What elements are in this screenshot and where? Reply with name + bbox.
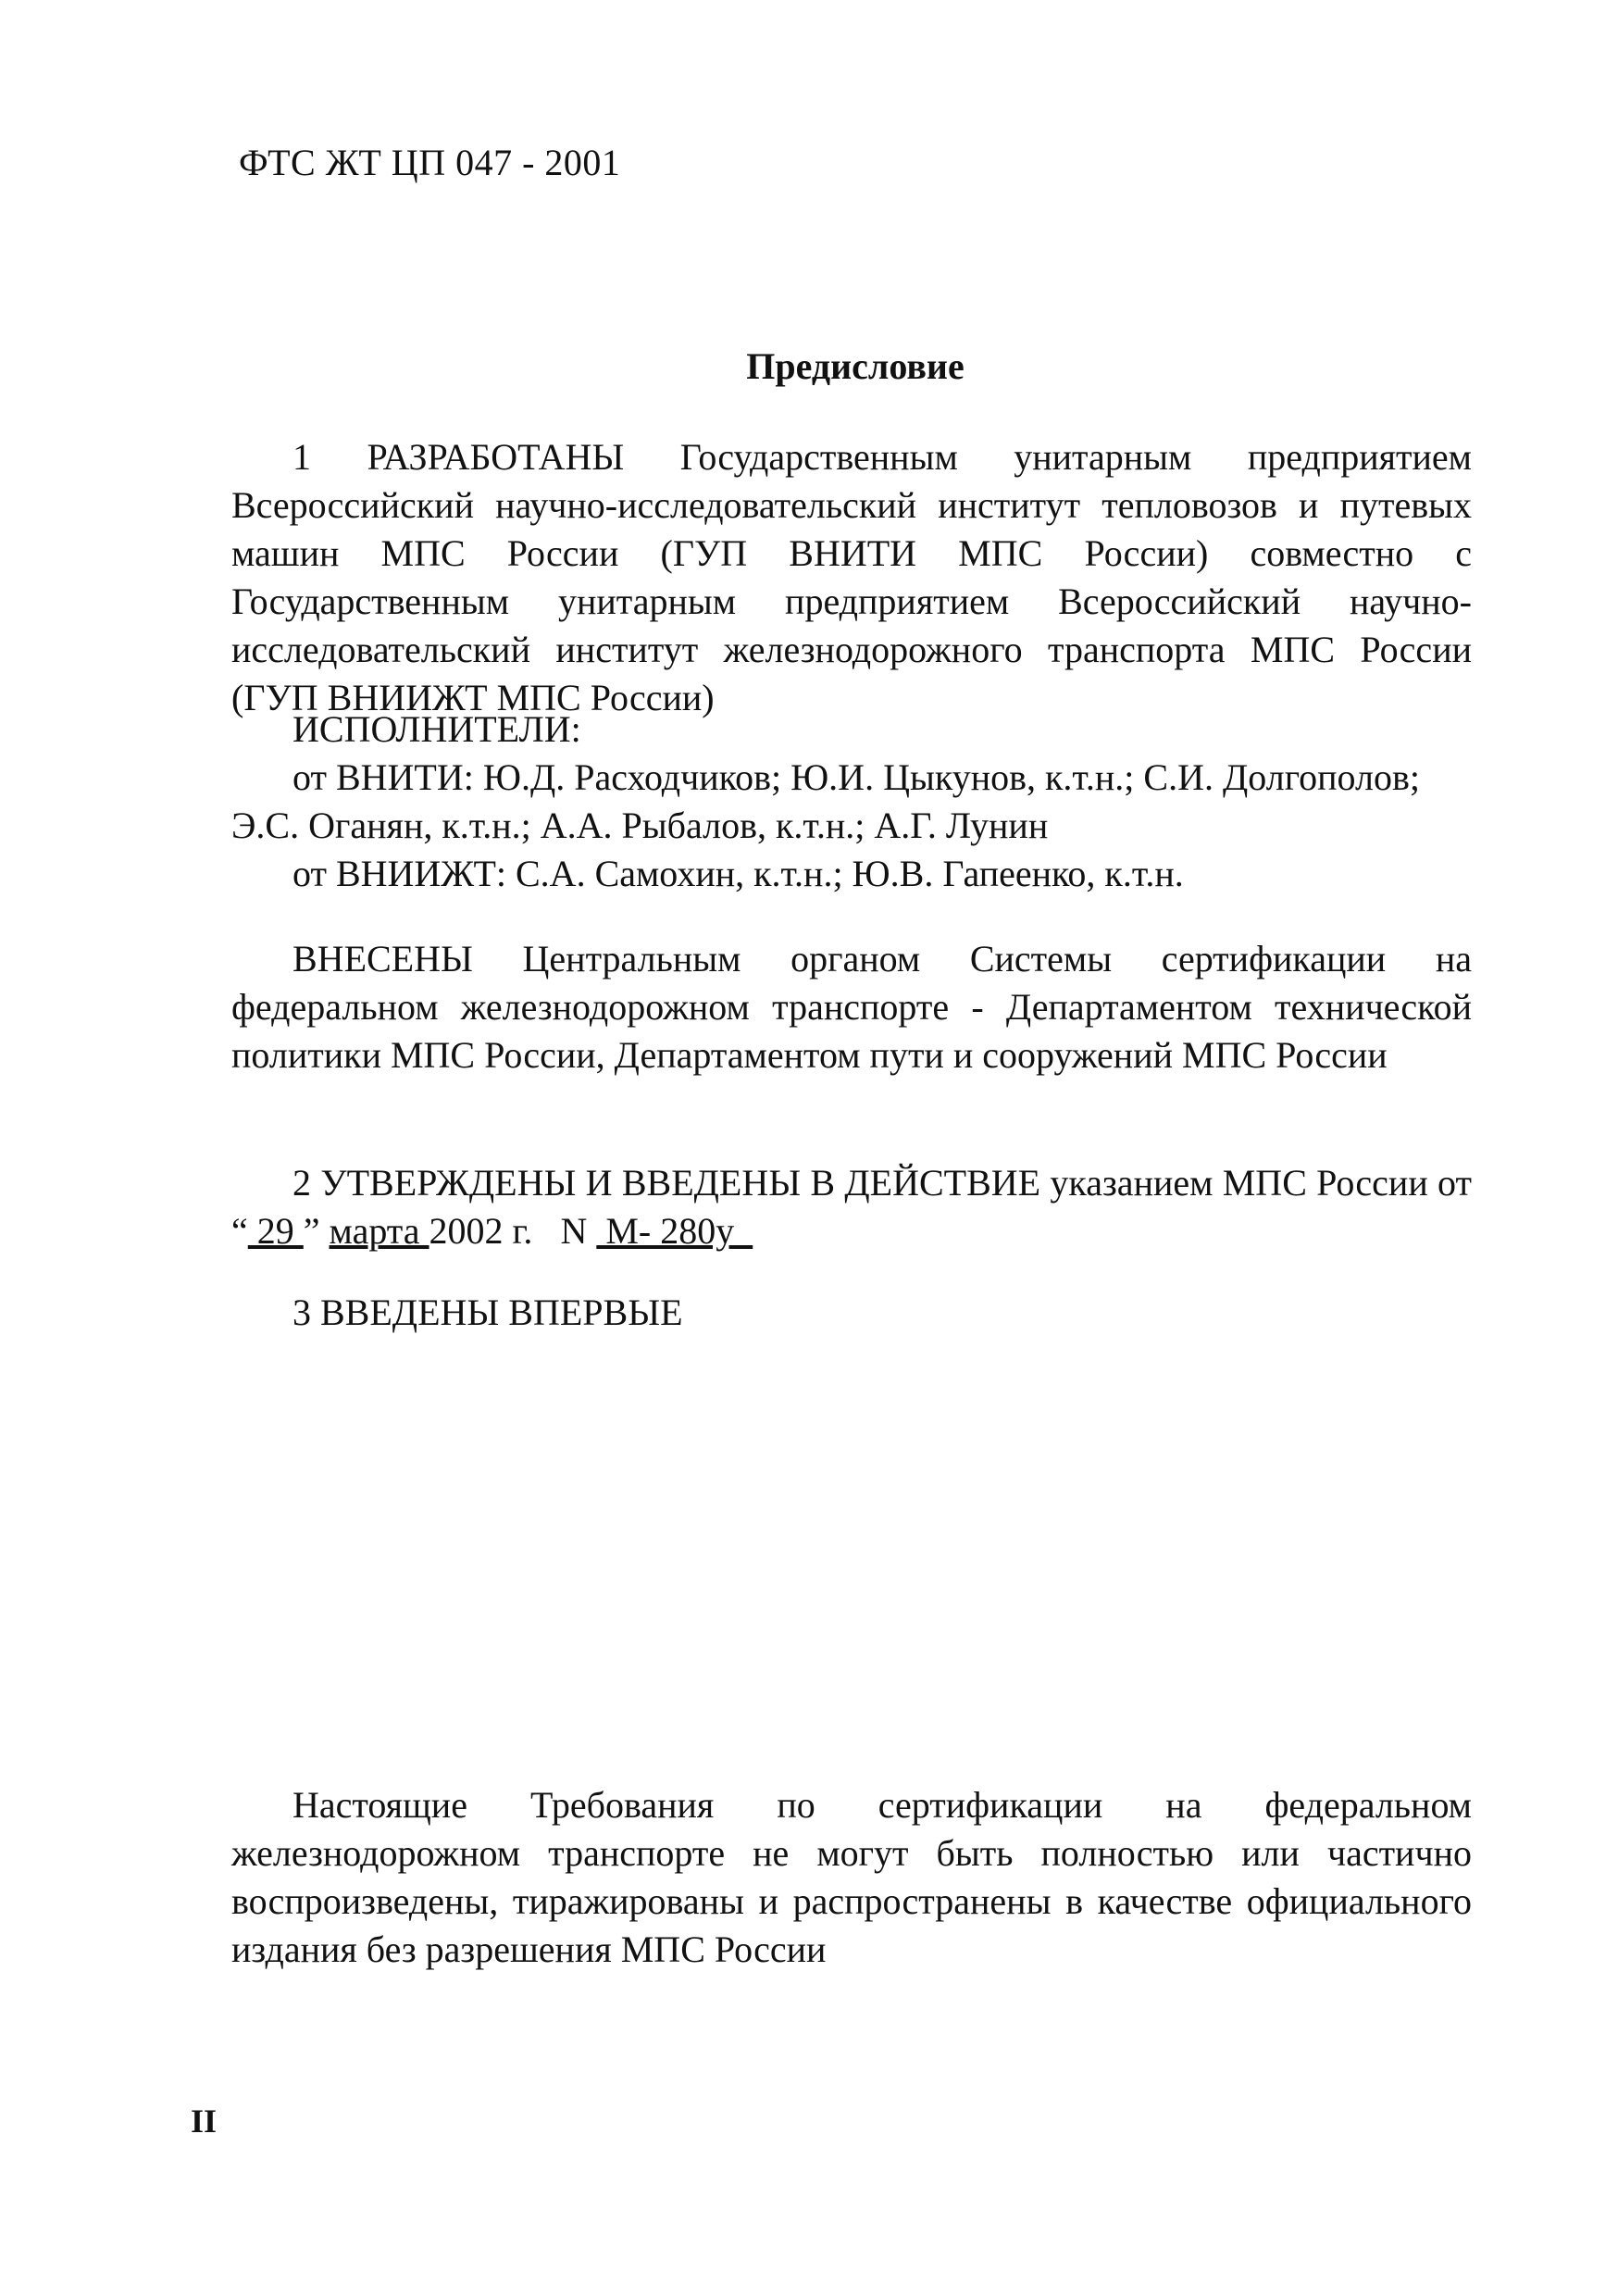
page-title: Предисловие	[746, 345, 965, 387]
executors-line-vniti-cont: Э.С. Оганян, к.т.н.; А.А. Рыбалов, к.т.н.; А.Г. Лунин	[231, 805, 1049, 846]
approved-n-label: N	[532, 1210, 597, 1252]
document-code: ФТС ЖТ ЦП 047 - 2001	[239, 142, 621, 183]
approved-prefix: 2 УТВЕРЖДЕНЫ И ВВЕДЕНЫ В ДЕЙСТВИЕ	[292, 1162, 1041, 1204]
introduced-by: ВНЕСЕНЫ Центральным органом Системы сертификации на федеральном железнодорожном транспорте - Департаментом технической политики МПС России, Департаментом пути и сооружений МПС России	[231, 938, 1472, 1076]
executors-heading: ИСПОЛНИТЕЛИ:	[292, 708, 581, 750]
section-3-first-introduced: 3 ВВЕДЕНЫ ВПЕРВЫЕ	[292, 1292, 683, 1333]
section-2-approved	[231, 1159, 1472, 1255]
copyright-notice: Настоящие Требования по сертификации на федеральном железнодорожном транспорте не могут быть полностью или частично воспроизведены, тиражированы и распространены в качестве официального издания без разрешения МПС России	[231, 1784, 1472, 1970]
approved-day: 29	[247, 1210, 304, 1252]
approved-month: марта	[329, 1210, 429, 1252]
executors-block	[231, 705, 1472, 898]
executors-line-vniizht: от ВНИИЖТ: С.А. Самохин, к.т.н.; Ю.В. Гапеенко, к.т.н.	[292, 853, 1184, 894]
approved-year: 2002 г.	[429, 1210, 533, 1252]
approved-middle: указанием МПС России от “	[231, 1162, 1473, 1252]
approved-quote-close: ”	[303, 1210, 330, 1252]
approved-number: М- 280у	[596, 1210, 753, 1252]
page-number-mark: II	[191, 2103, 218, 2140]
executors-line-vniti: от ВНИТИ: Ю.Д. Расходчиков; Ю.И. Цыкунов, к.т.н.; С.И. Долгополов;	[292, 756, 1420, 798]
section-1-developed: 1 РАЗРАБОТАНЫ Государственным унитарным предприятием Всероссийский научно-исследовательский институт тепловозов и путевых машин МПС России (ГУП ВНИТИ МПС России) совместно с Государственным унитарным предприятием Всероссийский научно-исследовательский институт железнодорожного транспорта МПС России (ГУП ВНИИЖТ МПС России)	[231, 436, 1472, 718]
